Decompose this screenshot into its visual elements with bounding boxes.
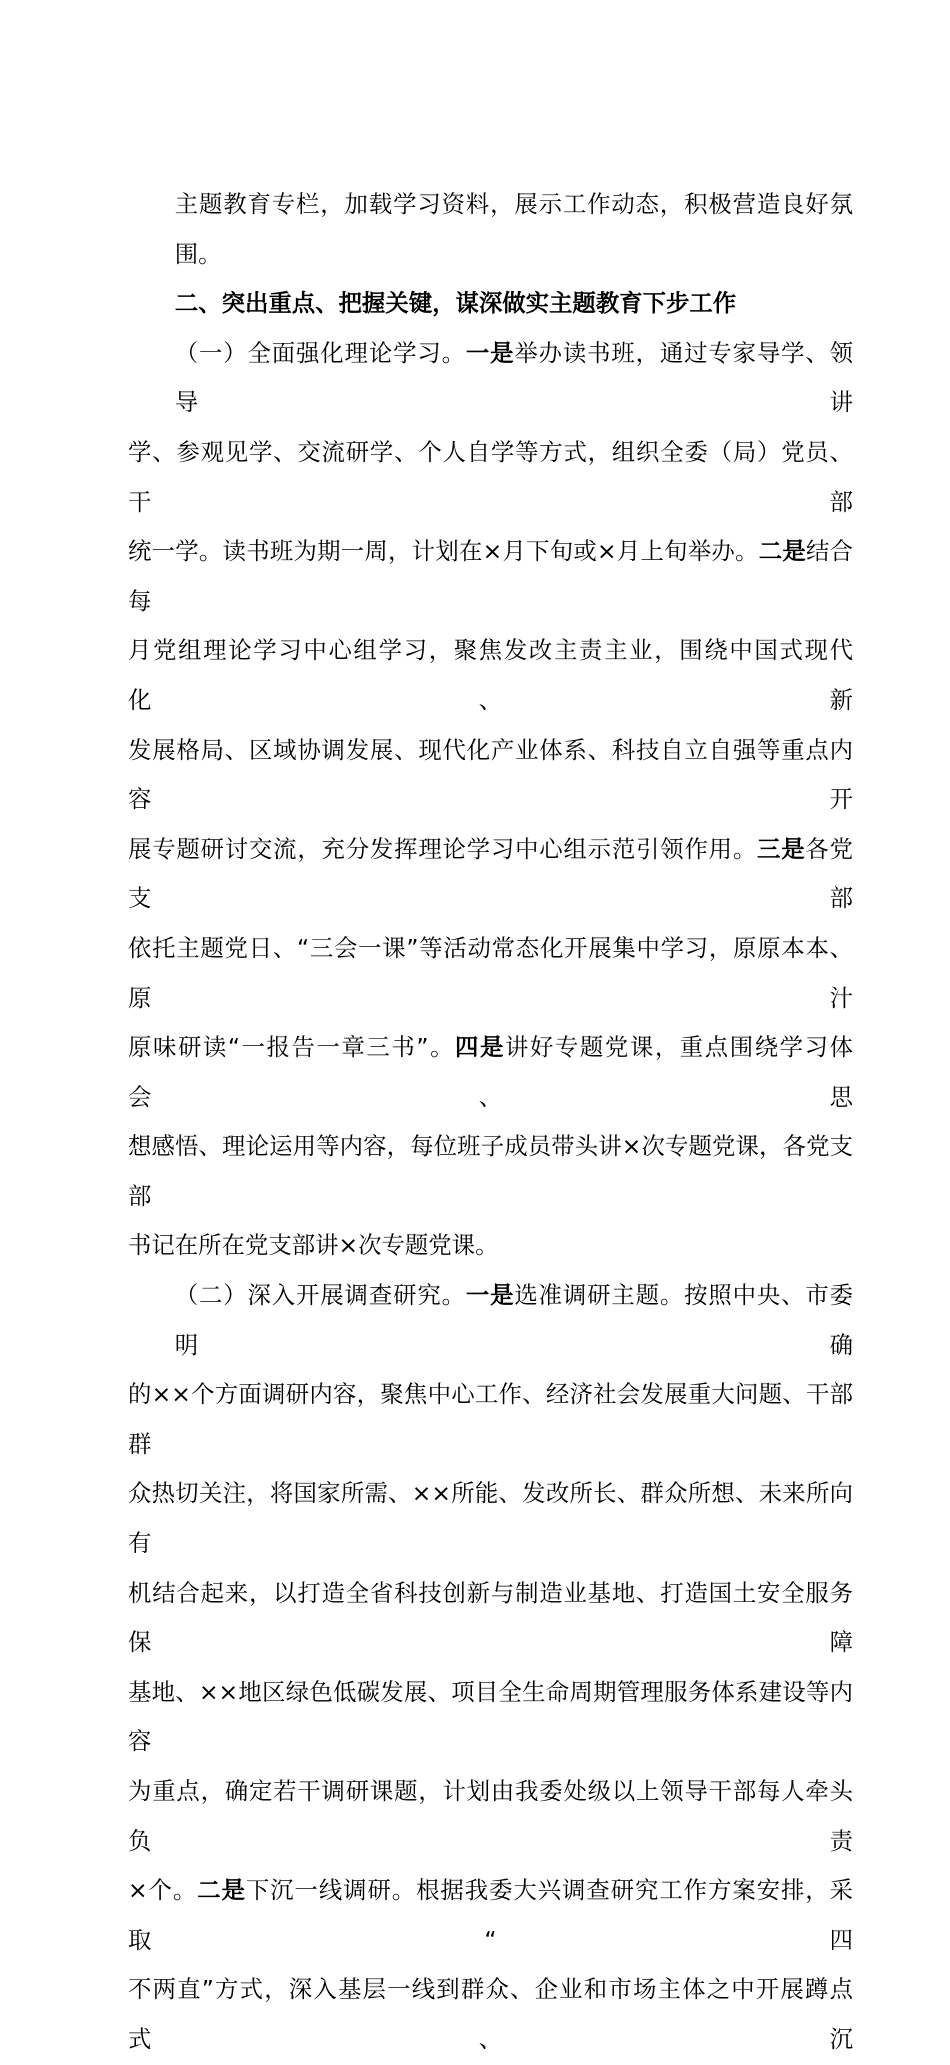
paragraph-line bbox=[128, 1271, 853, 1370]
text-run: 为重点，确定若干调研课题，计划由我委处级以上领导干部每人牵头负责 bbox=[128, 1777, 853, 1855]
text-run: 依托主题党日、“三会一课”等活动常态化开展集中学习，原原本本、原汁 bbox=[128, 933, 853, 1012]
bold-marker: 三是 bbox=[757, 834, 806, 863]
paragraph-line bbox=[128, 1469, 853, 1568]
text-run: 原味研读“一报告一章三书”。 bbox=[128, 1033, 456, 1062]
section-heading bbox=[128, 279, 853, 329]
bold-marker: 一是 bbox=[465, 338, 515, 367]
text-run: 月党组理论学习中心组学习，聚焦发改主责主业，围绕中国式现代化、新 bbox=[128, 636, 853, 714]
text-run: （一）全面强化理论学习。 bbox=[174, 338, 466, 367]
paragraph-line bbox=[128, 329, 853, 428]
paragraph-line bbox=[128, 1221, 853, 1271]
document-body bbox=[128, 180, 853, 2065]
text-run: 的××个方面调研内容，聚焦中心工作、经济社会发展重大问题、干部群 bbox=[128, 1380, 853, 1458]
bold-marker: 二是 bbox=[197, 1876, 246, 1905]
text-run: 不两直”方式，深入基层一线到群众、企业和市场主体之中开展蹲点式、沉 bbox=[128, 1975, 853, 2053]
heading-text: 二、突出重点、把握关键，谋深做实主题教育下步工作 bbox=[174, 289, 737, 318]
text-run: 讲好专题党课，重点围绕学习体会、思 bbox=[128, 1033, 854, 1111]
text-run: 下沉一线调研。根据我委大兴调查研究工作方案安排，采取“四 bbox=[128, 1876, 854, 1954]
text-run: ×个。 bbox=[128, 1876, 198, 1905]
paragraph-line bbox=[128, 726, 853, 825]
text-run: 各党支部 bbox=[128, 834, 854, 913]
text-run: 主题教育专栏，加载学习资料，展示工作动态，积极营造良好氛围。 bbox=[174, 190, 853, 268]
paragraph-line bbox=[128, 180, 853, 279]
text-run: 展专题研讨交流，充分发挥理论学习中心组示范引领作用。 bbox=[128, 834, 758, 863]
paragraph-line bbox=[128, 428, 853, 527]
paragraph-line bbox=[128, 1668, 853, 1767]
paragraph-line bbox=[128, 1866, 853, 1965]
paragraph-line bbox=[128, 1023, 853, 1122]
bold-marker: 一是 bbox=[465, 1281, 515, 1310]
paragraph-line bbox=[128, 825, 853, 924]
bold-marker: 二是 bbox=[758, 537, 806, 566]
text-run: （二）深入开展调查研究。 bbox=[174, 1281, 466, 1310]
text-run: 众热切关注，将国家所需、××所能、发改所长、群众所想、未来所向有 bbox=[128, 1479, 853, 1558]
text-run: 选准调研主题。按照中央、市委明确 bbox=[174, 1281, 854, 1359]
paragraph-line bbox=[128, 1370, 853, 1469]
paragraph-line bbox=[128, 1965, 853, 2064]
paragraph-line bbox=[128, 626, 853, 725]
paragraph-line bbox=[128, 924, 853, 1023]
paragraph-line bbox=[128, 1122, 853, 1221]
text-run: 结合每 bbox=[128, 537, 853, 615]
paragraph-line bbox=[128, 1569, 853, 1668]
text-run: 发展格局、区域协调发展、现代化产业体系、科技自立自强等重点内容开 bbox=[128, 735, 853, 814]
text-run: 机结合起来，以打造全省科技创新与制造业基地、打造国土安全服务保障 bbox=[128, 1578, 853, 1657]
text-run: 书记在所在党支部讲×次专题党课。 bbox=[128, 1231, 499, 1260]
paragraph-line bbox=[128, 527, 853, 626]
text-run: 学、参观见学、交流研学、个人自学等方式，组织全委（局）党员、干部 bbox=[128, 437, 853, 516]
bold-marker: 四是 bbox=[455, 1033, 505, 1062]
text-run: 想感悟、理论运用等内容，每位班子成员带头讲×次专题党课，各党支部 bbox=[128, 1132, 853, 1210]
text-run: 统一学。读书班为期一周，计划在×月下旬或×月上旬举办。 bbox=[128, 537, 759, 566]
paragraph-line bbox=[128, 1767, 853, 1866]
text-run: 基地、××地区绿色低碳发展、项目全生命周期管理服务体系建设等内容 bbox=[128, 1677, 853, 1756]
text-run: 举办读书班，通过专家导学、领导讲 bbox=[174, 338, 854, 417]
